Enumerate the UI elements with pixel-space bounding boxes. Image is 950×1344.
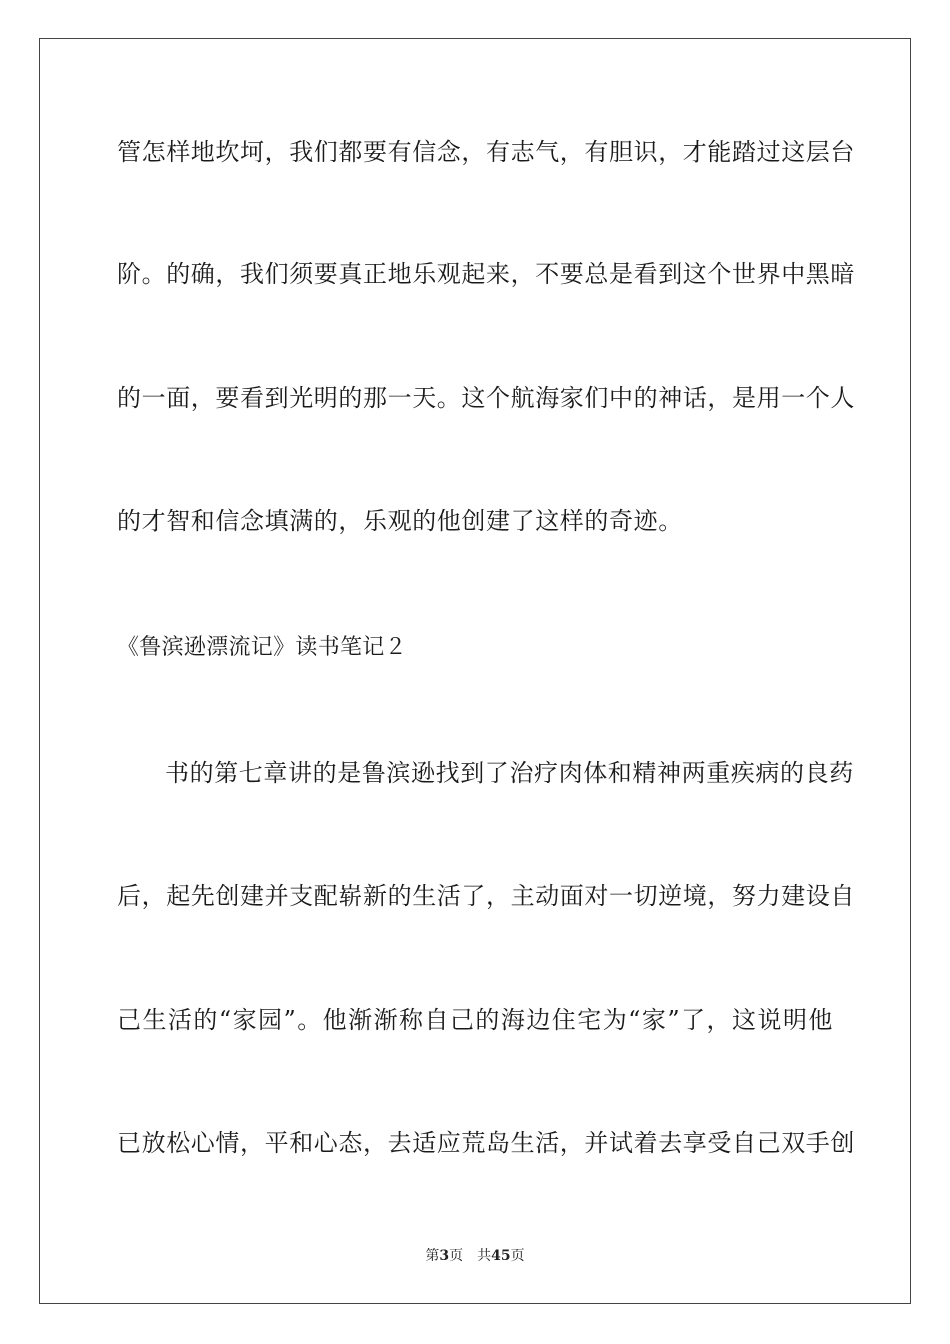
paragraph1-line-4: 的才智和信念填满的，乐观的他创建了这样的奇迹。: [117, 507, 683, 535]
paragraph1-line-3: 的一面，要看到光明的那一天。这个航海家们中的神话，是用一个人: [117, 384, 855, 412]
page-frame: [39, 38, 911, 1304]
footer-page-suffix: 页: [449, 1248, 464, 1264]
paragraph2-line-3: 己生活的“家园”。他渐渐称自己的海边住宅为“家”了，这说明他: [117, 1006, 833, 1034]
section-title: 《鲁滨逊漂流记》读书笔记２: [117, 635, 407, 660]
footer-page-prefix: 第: [425, 1248, 440, 1264]
page-footer: [0, 1247, 950, 1265]
footer-page-number: 3: [439, 1248, 450, 1264]
paragraph1-line-1: 管怎样地坎坷，我们都要有信念，有志气，有胆识，才能踏过这层台: [117, 138, 855, 166]
footer-total-prefix: 共: [477, 1248, 492, 1264]
footer-total-suffix: 页: [510, 1248, 525, 1264]
footer-total-pages: 45: [491, 1248, 511, 1264]
paragraph2-line-4: 已放松心情，平和心态，去适应荒岛生活，并试着去享受自己双手创: [117, 1129, 855, 1157]
paragraph1-line-2: 阶。的确，我们须要真正地乐观起来，不要总是看到这个世界中黑暗: [117, 260, 855, 288]
paragraph2-line-2: 后，起先创建并支配崭新的生活了，主动面对一切逆境，努力建设自: [117, 882, 855, 910]
paragraph2-line-1: 书的第七章讲的是鲁滨逊找到了治疗肉体和精神两重疾病的良药: [165, 759, 854, 787]
